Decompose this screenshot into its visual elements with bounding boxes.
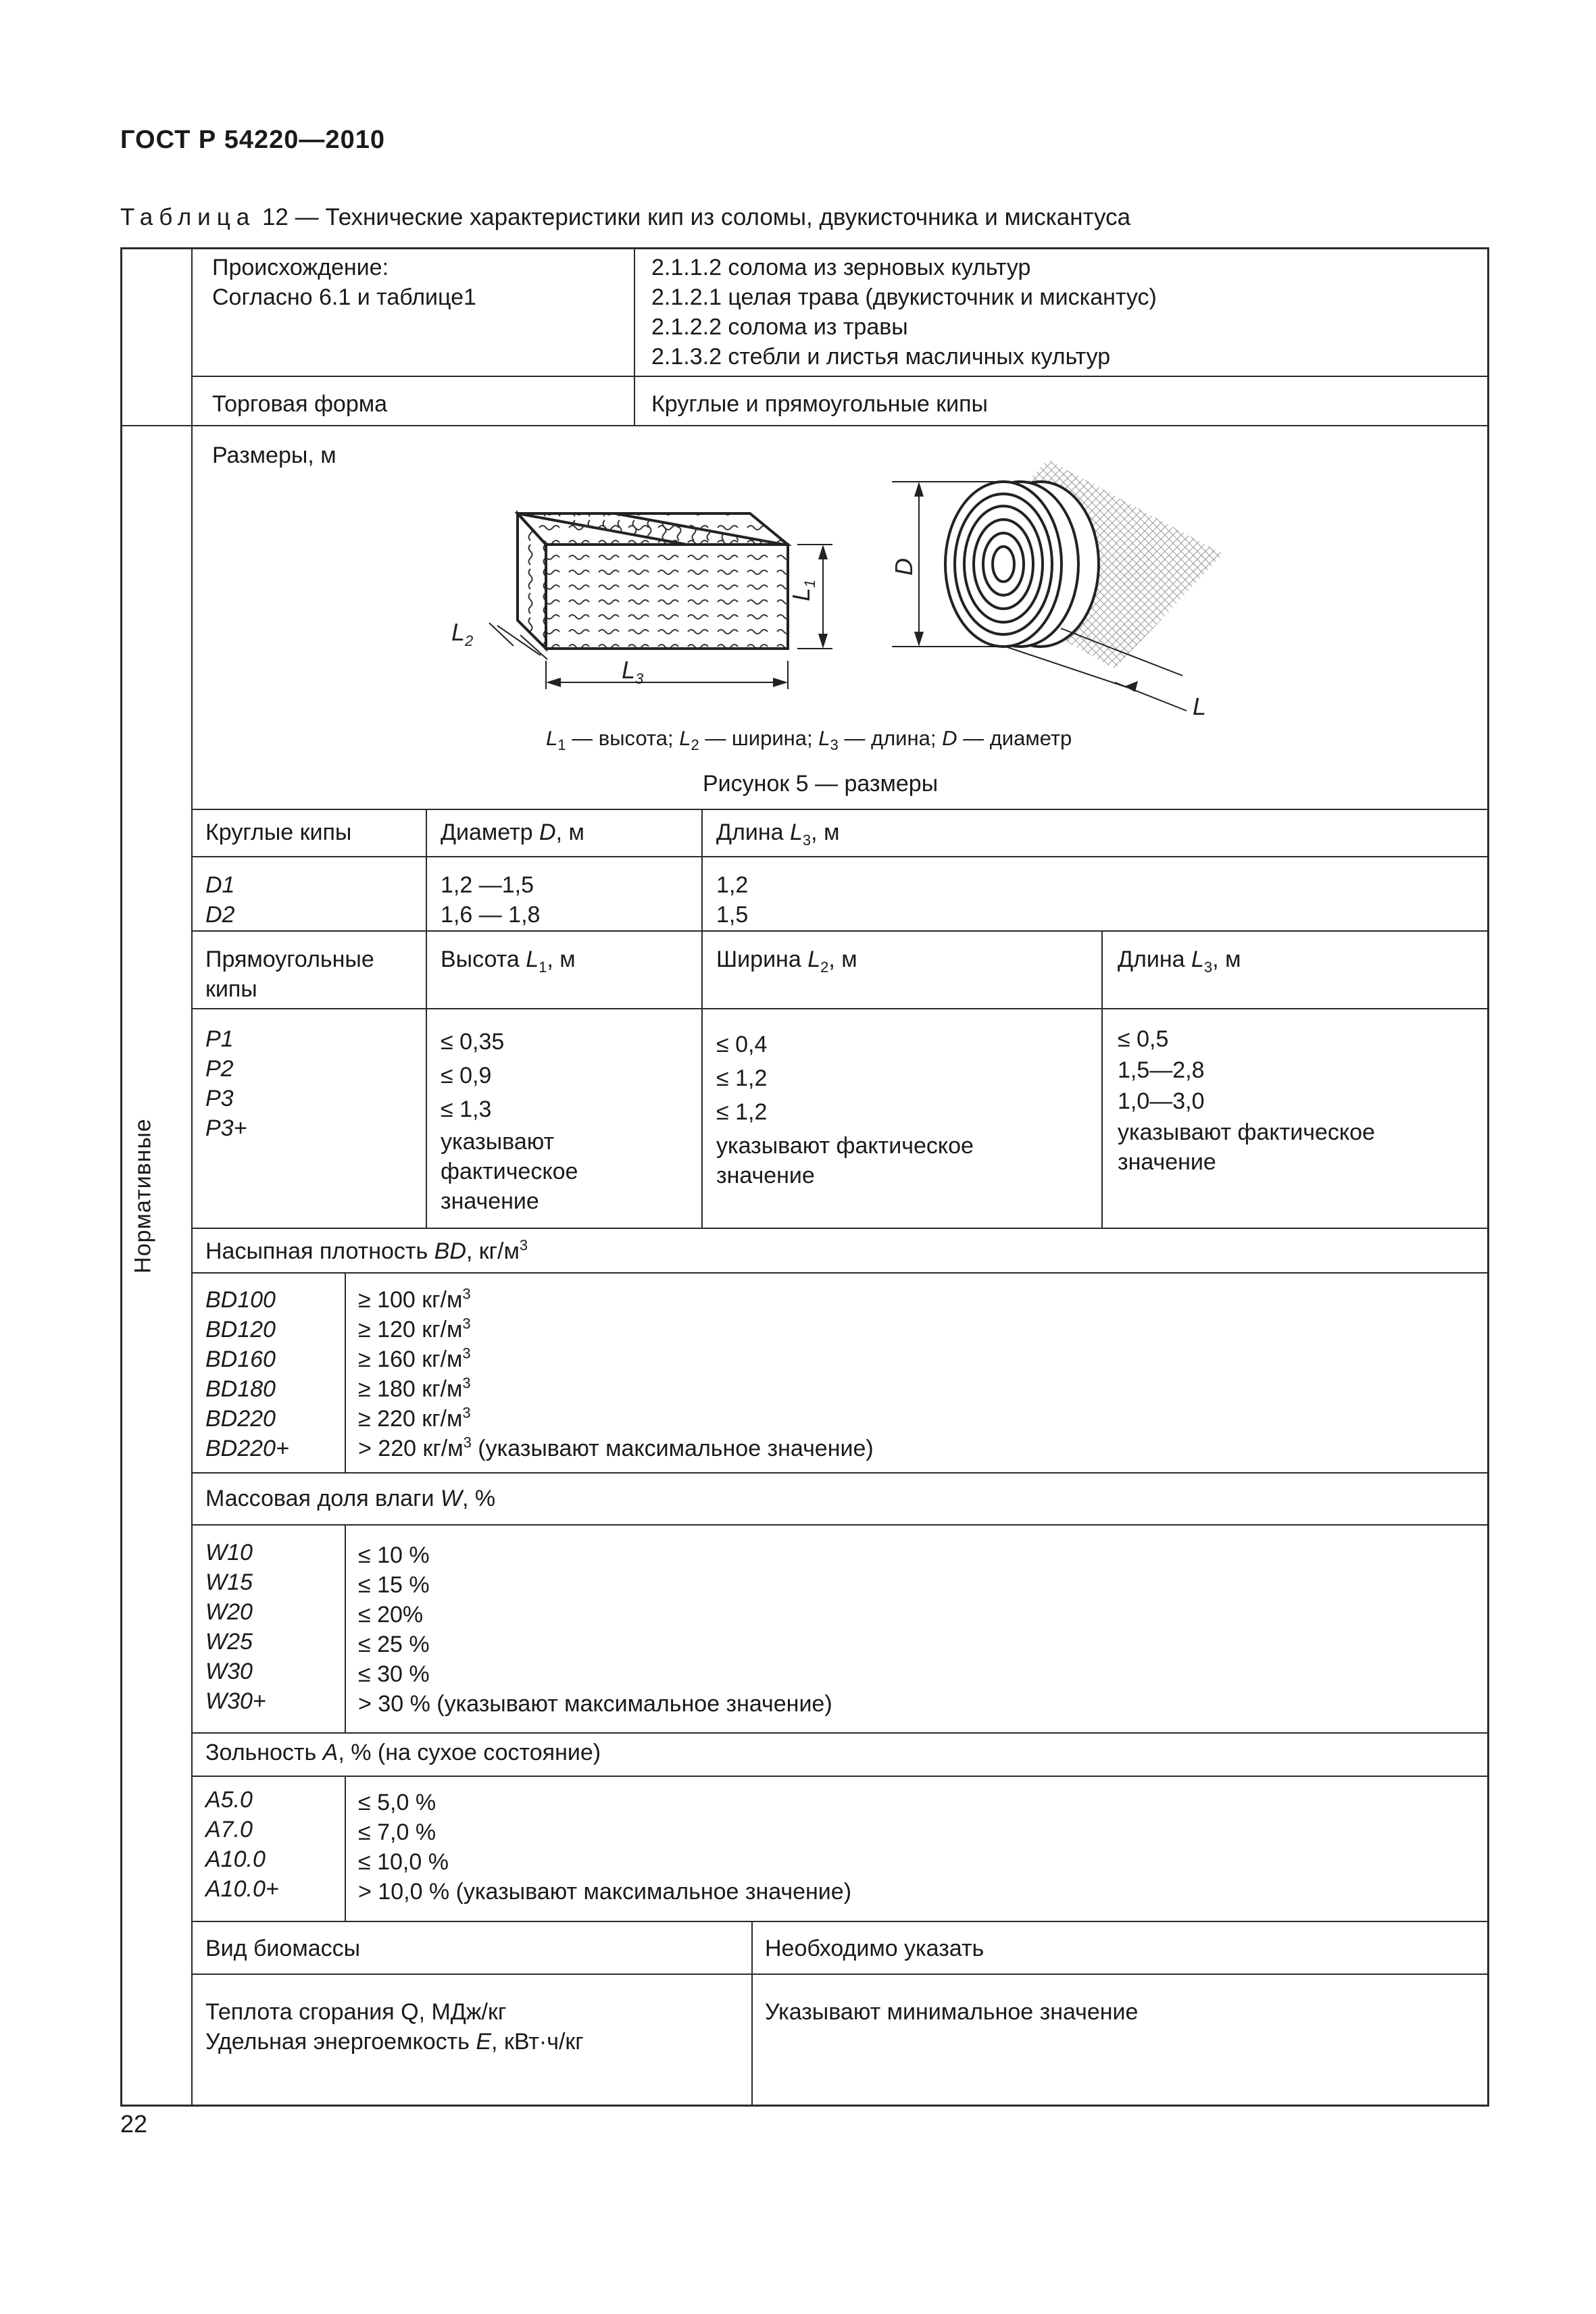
rect-width-2: ≤ 1,2 (716, 1065, 768, 1091)
w-value-5: ≤ 30 % (358, 1661, 430, 1687)
l2-subscript: 2 (465, 632, 474, 649)
bd-value-4: ≥ 180 $кг/м^3$ (358, 1374, 471, 1402)
l2-label: L (451, 618, 466, 646)
svg-text:L2 (451, 618, 473, 649)
heat-value: Указывают минимальное значение (765, 1999, 1139, 2025)
a-class-4: A10.0+ (205, 1876, 279, 1902)
rect-height-2: ≤ 0,9 (441, 1063, 492, 1088)
bd-class-5: BD220 (205, 1406, 276, 1432)
a-value-2: ≤ 7,0 % (358, 1819, 437, 1845)
rect-class-4: P3+ (205, 1115, 247, 1141)
rect-bales-length-header: Длина $L_3$, м (1118, 947, 1241, 976)
round-bales-length-header: Длина $L_3$, м (716, 820, 840, 849)
a-class-3: A10.0 (205, 1846, 266, 1872)
rect-width-1: ≤ 0,4 (716, 1032, 768, 1057)
bale-dimensions-figure (419, 446, 1243, 730)
rect-length-5: значение (1118, 1149, 1216, 1175)
rect-class-3: P3 (205, 1086, 234, 1111)
w-class-6: W30+ (205, 1688, 266, 1714)
document-header: ГОСТ Р 54220—2010 (120, 126, 385, 154)
a-class-1: A5.0 (205, 1787, 253, 1813)
table-caption-prefix: Таблица (120, 204, 256, 230)
bd-value-2: ≥ 120 $кг/м^3$ (358, 1315, 471, 1342)
diameter-label: D (890, 558, 918, 576)
origin-value-3: 2.1.2.2 солома из травы (651, 314, 908, 340)
w-class-3: W20 (205, 1599, 253, 1625)
w-class-5: W30 (205, 1659, 253, 1684)
l3-label: L (622, 656, 636, 684)
origin-label: Происхождение: (212, 255, 389, 280)
heat-label-2: Удельная энергоемкость E, кВт·ч/кг (205, 2029, 584, 2055)
page-number: 22 (120, 2110, 148, 2138)
rect-height-6: значение (441, 1188, 539, 1214)
rect-width-5: значение (716, 1163, 815, 1188)
normative-side-label: Нормативные (130, 1118, 156, 1274)
a-value-3: ≤ 10,0 % (358, 1849, 449, 1875)
round-bales-diameter-header: Диаметр D, м (441, 820, 584, 845)
rect-class-1: P1 (205, 1026, 234, 1052)
origin-value-4: 2.1.3.2 стебли и листья масличных культур (651, 344, 1111, 370)
origin-value-2: 2.1.2.1 целая трава (двукисточник и мискантус) (651, 284, 1157, 310)
w-class-2: W15 (205, 1569, 253, 1595)
round-length-2: 1,5 (716, 902, 749, 928)
l1-subscript: 1 (801, 579, 818, 588)
rect-length-4: указывают фактическое (1118, 1120, 1375, 1145)
biomass-label: Вид биомассы (205, 1936, 361, 1961)
rect-length-2: 1,5—2,8 (1118, 1057, 1205, 1083)
a-value-4: > 10,0 % (указывают максимальное значение) (358, 1879, 852, 1905)
bd-value-3: ≥ 160 $кг/м^3$ (358, 1344, 471, 1372)
w-value-1: ≤ 10 % (358, 1542, 430, 1568)
bd-class-3: BD160 (205, 1347, 276, 1372)
rect-bales-label-1: Прямоугольные (205, 947, 374, 972)
rect-width-4: указывают фактическое (716, 1133, 974, 1159)
round-diameter-1: 1,2 —1,5 (441, 872, 534, 898)
trade-form-value: Круглые и прямоугольные кипы (651, 391, 988, 417)
rect-height-1: ≤ 0,35 (441, 1029, 505, 1055)
w-value-6: > 30 % (указывают максимальное значение) (358, 1691, 832, 1717)
moisture-title: Массовая доля влаги W, % (205, 1486, 496, 1511)
rect-bales-label-2: кипы (205, 976, 257, 1002)
rect-length-1: ≤ 0,5 (1118, 1026, 1169, 1052)
rect-bales-height-header: Высота $L_1$, м (441, 947, 576, 976)
rect-height-3: ≤ 1,3 (441, 1097, 492, 1122)
length-label: L (1193, 693, 1207, 720)
w-value-4: ≤ 25 % (358, 1632, 430, 1657)
trade-form-label: Торговая форма (212, 391, 388, 417)
a-value-1: ≤ 5,0 % (358, 1790, 437, 1815)
bd-class-4: BD180 (205, 1376, 276, 1402)
round-diameter-2: 1,6 — 1,8 (441, 902, 541, 928)
table-caption-text: 12 — Технические характеристики кип из соломы, двукисточника и мискантуса (255, 204, 1131, 230)
rect-bales-width-header: Ширина $L_2$, м (716, 947, 857, 976)
bd-class-1: BD100 (205, 1287, 276, 1313)
bd-value-5: ≥ 220 $кг/м^3$ (358, 1404, 471, 1432)
biomass-value: Необходимо указать (765, 1936, 984, 1961)
figure-legend: $L_1$ — высота; $L_2$ — ширина; $L_3$ — длина; D — диаметр (546, 726, 1072, 754)
rect-height-5: фактическое (441, 1159, 578, 1184)
rectangular-bale-drawing (451, 513, 832, 689)
origin-reference: Согласно 6.1 и таблице1 (212, 284, 476, 310)
a-class-2: A7.0 (205, 1817, 253, 1842)
w-value-3: ≤ 20% (358, 1602, 424, 1628)
l3-subscript: 3 (635, 670, 644, 687)
rect-width-3: ≤ 1,2 (716, 1099, 768, 1125)
round-bale-drawing (890, 459, 1223, 720)
round-class-2: D2 (205, 902, 235, 928)
bulk-density-title: Насыпная плотность BD, $кг/м^3$ (205, 1236, 528, 1264)
rect-class-2: P2 (205, 1056, 234, 1082)
l1-label: L (787, 587, 815, 601)
w-class-4: W25 (205, 1629, 253, 1655)
bd-class-2: BD120 (205, 1317, 276, 1342)
svg-text:L3 (622, 656, 644, 687)
rect-height-4: указывают (441, 1129, 555, 1155)
figure-title: Рисунок 5 — размеры (703, 771, 939, 797)
origin-value-1: 2.1.1.2 солома из зерновых культур (651, 255, 1031, 280)
dimensions-label: Размеры, м (212, 443, 336, 468)
bd-value-1: ≥ 100 $кг/м^3$ (358, 1285, 471, 1313)
bd-value-6: > 220 $кг/м^3$ (указывают максимальное значение) (358, 1434, 874, 1461)
bd-class-6: BD220+ (205, 1436, 289, 1461)
w-class-1: W10 (205, 1540, 253, 1565)
w-value-2: ≤ 15 % (358, 1572, 430, 1598)
round-length-1: 1,2 (716, 872, 749, 898)
heat-label-1: Теплота сгорания Q, МДж/кг (205, 1999, 507, 2025)
table-caption (120, 204, 1130, 231)
round-bales-label: Круглые кипы (205, 820, 352, 845)
round-class-1: D1 (205, 872, 235, 898)
ash-title: Зольность A, % (на сухое состояние) (205, 1740, 601, 1765)
svg-text:L1 (787, 580, 818, 601)
rect-length-3: 1,0—3,0 (1118, 1088, 1205, 1114)
